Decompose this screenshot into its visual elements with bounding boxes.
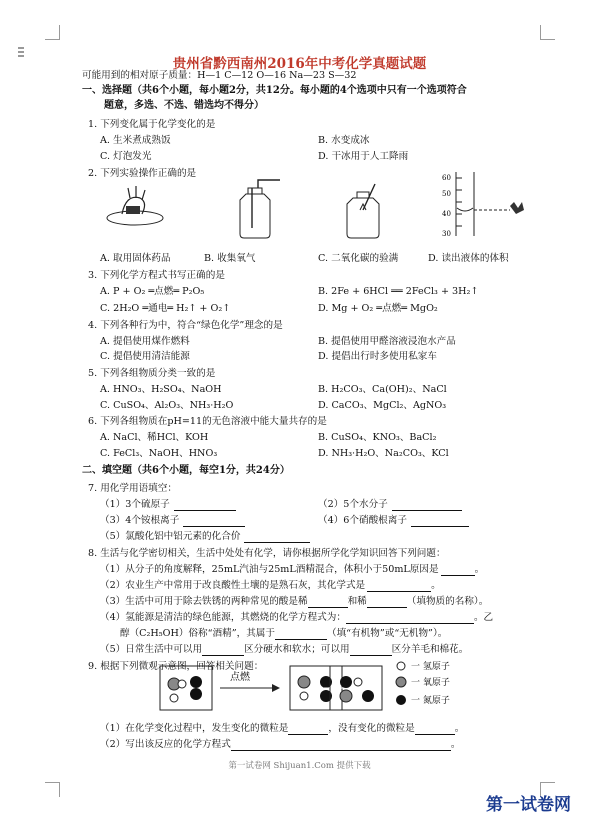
graduated-cylinder-illustration (440, 170, 530, 240)
q8-item3: （3）生活中可用于除去铁锈的两种常见的酸是稀 和稀 （填物质的名称）。 (100, 596, 489, 607)
q6-option-c: C. FeCl₃、NaOH、HNO₃ (100, 448, 218, 459)
q3-option-c: C. 2H₂O ═通电═ H₂↑ + O₂↑ (100, 303, 231, 314)
q6-option-d: D. NH₃·H₂O、Na₂CO₃、KCl (318, 448, 449, 459)
q5-option-a: A. HNO₃、H₂SO₄、NaOH (100, 384, 222, 395)
cylinder-tick-30: 30 (442, 230, 451, 238)
gas-collection-illustration (222, 178, 282, 240)
q2-option-a: A. 取用固体药品 (100, 253, 171, 264)
q1-option-c: C. 灯泡发光 (100, 151, 152, 162)
q6-stem: 6. 下列各组物质在pH=11的无色溶液中能大量共存的是 (88, 416, 327, 427)
q1-option-a: A. 生米煮成熟饭 (100, 135, 171, 146)
q2-option-b: B. 收集氧气 (204, 253, 256, 264)
legend-hydrogen: 一 氢原子 (411, 662, 450, 672)
q7-item5: （5）氯酸化铝中铝元素的化合价 (100, 531, 310, 543)
q5-option-d: D. CaCO₃、MgCl₂、AgNO₃ (318, 400, 447, 411)
watermark-logo: 第一试卷网 (486, 795, 571, 815)
q8-item2: （2）农业生产中常用于改良酸性土壤的是熟石灰，其化学式是 。 (100, 580, 441, 591)
crop-mark-bottom-left (45, 782, 60, 797)
q9-item2: （2）写出该反应的化学方程式 。 (100, 739, 461, 750)
q4-option-d: D. 提倡出行时多使用私家车 (318, 351, 437, 362)
section1-heading-line1: 一、选择题（共6个小题，每小题2分，共12分。每小题的4个选项中只有一个选项符合 (82, 85, 467, 96)
q1-option-b: B. 水变成冰 (318, 135, 370, 146)
exam-title: 贵州省黔西南州2016年中考化学真题试题 (172, 56, 427, 72)
legend-nitrogen: 一 氮原子 (411, 696, 450, 706)
q9-stem: 9. 根据下列微观示意图，回答相关问题： (88, 661, 264, 672)
q7-item3: （3）4个铵根离子 (100, 515, 245, 527)
q1-stem: 1. 下列变化属于化学变化的是 (88, 119, 216, 130)
cylinder-tick-50: 50 (442, 190, 451, 198)
q7-stem: 7. 用化学用语填空： (88, 483, 177, 494)
page-footer: 第一试卷网 Shijuan1.Com 提供下载 (228, 761, 371, 771)
q1-option-d: D. 干冰用于人工降雨 (318, 151, 409, 162)
q9-item1: （1）在化学变化过程中，发生变化的微粒是 ，没有变化的微粒是 。 (100, 723, 465, 734)
section2-heading: 二、填空题（共6个小题，每空1分，共24分） (82, 465, 290, 476)
q8-item1: （1）从分子的角度解释，25mL汽油与25mL酒精混合，体积小于50mL原因是 。 (100, 564, 485, 575)
section1-heading-line2: 题意，多选、不选、错选均不得分） (104, 100, 264, 111)
q4-option-c: C. 提倡使用清洁能源 (100, 351, 190, 362)
q2-option-d: D. 读出液体的体积 (428, 253, 509, 264)
q5-stem: 5. 下列各组物质分类一致的是 (88, 368, 216, 379)
q5-option-b: B. H₂CO₃、Ca(OH)₂、NaCl (318, 384, 447, 395)
q2-option-c: C. 二氧化碳的验满 (318, 253, 399, 264)
cylinder-tick-60: 60 (442, 174, 451, 182)
q3-stem: 3. 下列化学方程式书写正确的是 (88, 270, 225, 281)
q8-item5: （5）日常生活中可以用 区分硬水和软水；可以用 区分羊毛和棉花。 (100, 644, 469, 655)
q6-option-b: B. CuSO₄、KNO₃、BaCl₂ (318, 432, 437, 443)
q3-option-a: A. P + O₂ ═点燃═ P₂O₅ (100, 286, 205, 297)
atomic-masses: 可能用到的相对原子质量：H—1 C—12 O—16 Na—23 S—32 (82, 70, 357, 81)
q6-option-a: A. NaCl、稀HCl、KOH (100, 432, 209, 443)
cylinder-tick-40: 40 (442, 210, 451, 218)
q7-item2: （2）5个水分子 (318, 499, 462, 511)
legend-oxygen: 一 氧原子 (411, 678, 450, 688)
q4-stem: 4. 下列各种行为中，符合“绿色化学”理念的是 (88, 320, 283, 331)
q8-item4-cont: 醇（C₂H₅OH）俗称“酒精”，其属于 （填“有机物”或“无机物”）。 (120, 628, 448, 639)
q2-stem: 2. 下列实验操作正确的是 (88, 168, 197, 179)
q5-option-c: C. CuSO₄、Al₂O₃、NH₃·H₂O (100, 400, 234, 411)
solid-sampling-illustration (100, 184, 170, 232)
atom-legend (395, 660, 505, 710)
q8-item4: （4）氢能源是清洁的绿色能源，其燃烧的化学方程式为： 。乙 (100, 612, 494, 623)
crop-mark-top-right (540, 25, 555, 40)
q3-option-b: B. 2Fe + 6HCl ══ 2FeCl₃ + 3H₂↑ (318, 286, 479, 297)
q7-item4: （4）6个硝酸根离子 (318, 515, 469, 527)
q8-stem: 8. 生活与化学密切相关，生活中处处有化学，请你根据所学化学知识回答下列问题： (88, 548, 446, 559)
q4-option-b: B. 提倡使用甲醛溶液浸泡水产品 (318, 336, 456, 347)
q4-option-a: A. 提倡使用煤作燃料 (100, 336, 190, 347)
crop-mark-top-left (45, 25, 60, 40)
co2-verification-illustration (335, 180, 390, 240)
q3-option-d: D. Mg + O₂ ═点燃═ MgO₂ (318, 303, 438, 314)
q7-item1: （1）3个硫原子 (100, 499, 236, 511)
arrow-ignite-label: 点燃 (230, 672, 250, 683)
